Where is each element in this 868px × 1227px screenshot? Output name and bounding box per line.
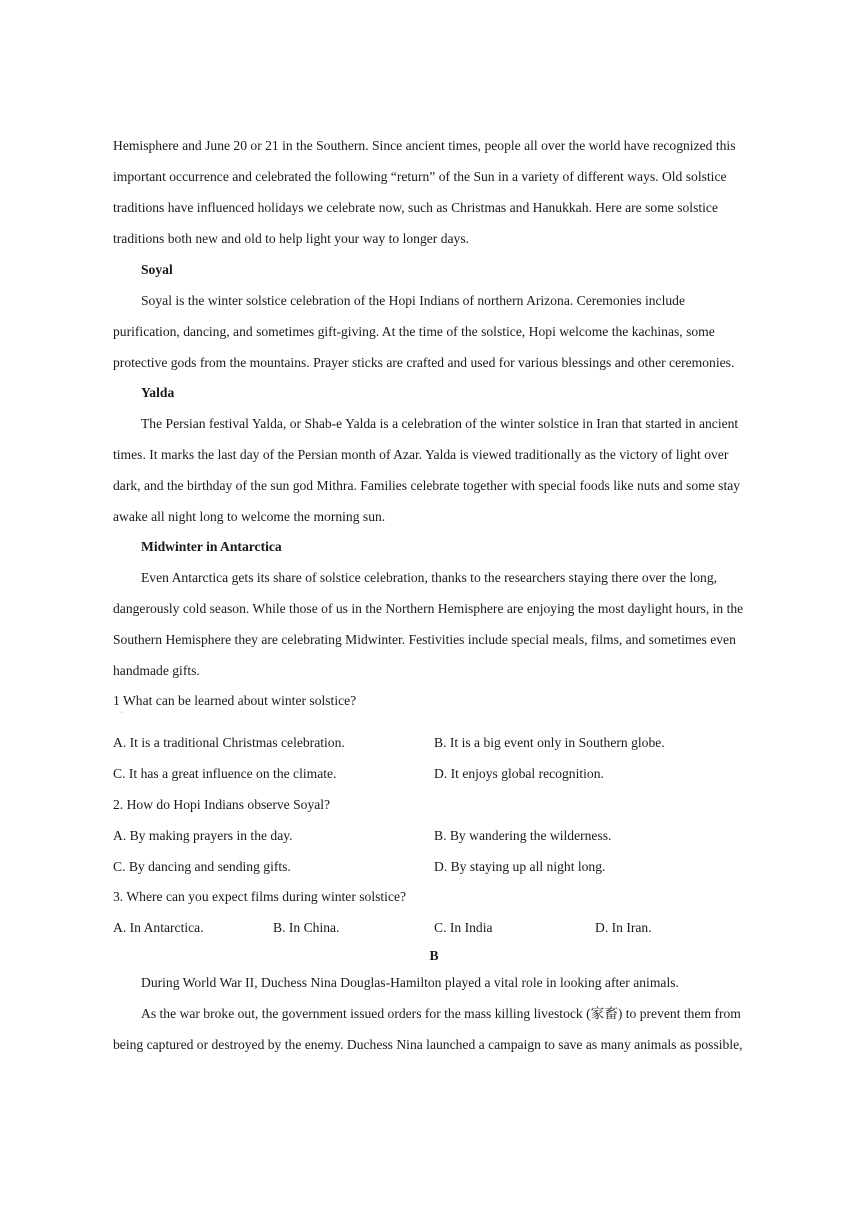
question-1-option-b: B. It is a big event only in Southern globe. [434,735,665,750]
question-2-option-a: A. By making prayers in the day. [113,828,293,843]
question-2-option-b: B. By wandering the wilderness. [434,828,612,843]
paragraph-line: protective gods from the mountains. Prayer sticks are crafted and used for various blessings and other ceremonies. [113,355,735,370]
section-heading-antarctica: Midwinter in Antarctica [141,539,282,554]
question-stem-1: 1 What can be learned about winter solstice? [113,693,357,708]
question-1-option-c: C. It has a great influence on the climate. [113,766,337,781]
section-heading-yalda: Yalda [141,385,175,400]
question-1-option-a: A. It is a traditional Christmas celebration. [113,735,345,750]
paragraph-line: being captured or destroyed by the enemy. Duchess Nina launched a campaign to save as many animals as possible, [113,1037,743,1052]
paragraph-line: purification, dancing, and sometimes gift-giving. At the time of the solstice, Hopi welcome the kachinas, some [113,324,715,339]
question-1-option-d: D. It enjoys global recognition. [434,766,604,781]
question-stem-3: 3. Where can you expect films during winter solstice? [113,889,407,904]
paragraph-line: Hemisphere and June 20 or 21 in the Southern. Since ancient times, people all over the world have recognized this [113,138,736,153]
paragraph-line: Southern Hemisphere they are celebrating Midwinter. Festivities include special meals, films, and sometimes even [113,632,736,647]
paragraph-line: dark, and the birthday of the sun god Mithra. Families celebrate together with special foods like nuts and some stay [113,478,741,493]
section-heading-soyal: Soyal [141,262,173,277]
paragraph-line: handmade gifts. [113,663,200,678]
paragraph-line: traditions both new and old to help light your way to longer days. [113,231,470,246]
question-3-option-b: B. In China. [273,920,340,935]
paragraph-line: dangerously cold season. While those of us in the Northern Hemisphere are enjoying the most daylight hours, in the [113,601,744,616]
question-2-option-c: C. By dancing and sending gifts. [113,859,291,874]
paragraph-line: Even Antarctica gets its share of solstice celebration, thanks to the researchers staying there over the long, [141,570,718,585]
paragraph-line: During World War II, Duchess Nina Douglas-Hamilton played a vital role in looking after animals. [141,975,679,990]
question-3-option-a: A. In Antarctica. [113,920,204,935]
section-label-b: B [429,948,439,963]
paragraph-line: The Persian festival Yalda, or Shab-e Yalda is a celebration of the winter solstice in Iran that started in ancient [141,416,739,431]
question-2-option-d: D. By staying up all night long. [434,859,606,874]
paragraph-line: times. It marks the last day of the Persian month of Azar. Yalda is viewed traditionally as the victory of light over [113,447,729,462]
paragraph-line: traditions have influenced holidays we celebrate now, such as Christmas and Hanukkah. Here are some solstice [113,200,718,215]
question-stem-2: 2. How do Hopi Indians observe Soyal? [113,797,331,812]
question-3-option-c: C. In India [434,920,493,935]
paragraph-line: As the war broke out, the government issued orders for the mass killing livestock (家畜) to prevent them from [141,1006,741,1021]
paragraph-line: Soyal is the winter solstice celebration of the Hopi Indians of northern Arizona. Ceremonies include [141,293,685,308]
question-3-option-d: D. In Iran. [595,920,652,935]
paragraph-line: important occurrence and celebrated the following “return” of the Sun in a variety of different ways. Old solstice [113,169,727,184]
paragraph-line: awake all night long to welcome the morning sun. [113,509,386,524]
stray-mark: ˙ [120,710,123,719]
